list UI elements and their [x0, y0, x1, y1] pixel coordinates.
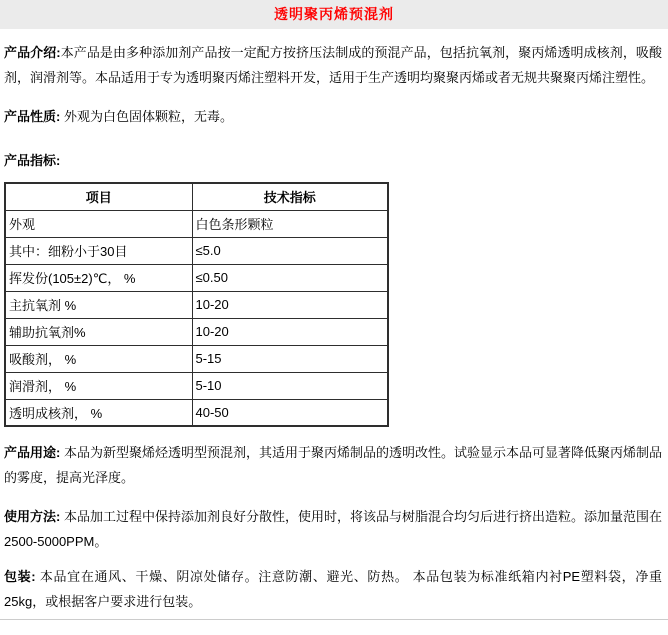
table-cell-item: 透明成核剂， % — [5, 399, 192, 426]
table-cell-item: 辅助抗氧剂% — [5, 318, 192, 345]
paragraph-product-intro — [4, 40, 662, 90]
usage-method-text: 本品加工过程中保持添加剂良好分散性，使用时，将该品与树脂混合均匀后进行挤出造粒。添加量范围在2500-5000PPM。 — [4, 509, 662, 549]
spec-table-header-row — [5, 183, 388, 210]
table-row — [5, 372, 388, 399]
page-title: 透明聚丙烯预混剂 — [274, 6, 394, 22]
table-cell-item: 润滑剂， % — [5, 372, 192, 399]
table-row — [5, 399, 388, 426]
table-cell-value: 10-20 — [192, 318, 388, 345]
paragraph-packaging — [4, 564, 662, 614]
table-cell-value: 5-10 — [192, 372, 388, 399]
table-cell-value: 40-50 — [192, 399, 388, 426]
table-row — [5, 264, 388, 291]
table-cell-item: 主抗氧剂 % — [5, 291, 192, 318]
paragraph-usage-method — [4, 504, 662, 554]
product-usage-label: 产品用途: — [4, 445, 61, 460]
packaging-text: 本品宜在通风、干燥、阴凉处储存。注意防潮、避光、防热。 本品包装为标准纸箱内衬PE塑料袋，净重25kg，或根据客户要求进行包装。 — [4, 569, 662, 609]
table-cell-item: 外观 — [5, 210, 192, 237]
table-row — [5, 210, 388, 237]
table-cell-value: 10-20 — [192, 291, 388, 318]
table-cell-value: 白色条形颗粒 — [192, 210, 388, 237]
product-intro-text: 本产品是由多种添加剂产品按一定配方按挤压法制成的预混产品，包括抗氧剂，聚丙烯透明成核剂，吸酸剂，润滑剂等。本品适用于专为透明聚丙烯注塑料开发，适用于生产透明均聚聚丙烯或者无规共聚聚丙烯注塑性。 — [4, 45, 662, 85]
table-cell-item: 挥发份(105±2)℃， % — [5, 264, 192, 291]
table-row — [5, 237, 388, 264]
product-indicators-heading: 产品指标: — [4, 153, 61, 168]
usage-method-label: 使用方法: — [4, 509, 61, 524]
bottom-divider — [0, 619, 668, 620]
table-row — [5, 345, 388, 372]
table-row — [5, 291, 388, 318]
table-row — [5, 318, 388, 345]
product-usage-text: 本品为新型聚烯烃透明型预混剂，其适用于聚丙烯制品的透明改性。试验显示本品可显著降低聚丙烯制品的雾度，提高光泽度。 — [4, 445, 662, 485]
spec-table-header-item: 项目 — [5, 183, 192, 210]
table-cell-value: 5-15 — [192, 345, 388, 372]
spec-table-header-value: 技术指标 — [192, 183, 388, 210]
table-cell-value: ≤0.50 — [192, 264, 388, 291]
paragraph-product-usage — [4, 440, 662, 490]
page-title-banner — [0, 0, 668, 29]
spec-table — [4, 182, 389, 427]
document-body — [0, 40, 668, 614]
table-cell-item: 吸酸剂， % — [5, 345, 192, 372]
product-properties-label: 产品性质: — [4, 109, 61, 124]
table-cell-value: ≤5.0 — [192, 237, 388, 264]
table-cell-item: 其中：细粉小于30目 — [5, 237, 192, 264]
product-intro-label: 产品介绍: — [4, 45, 61, 60]
packaging-label: 包装: — [4, 569, 36, 584]
paragraph-product-properties — [4, 104, 662, 129]
product-properties-text: 外观为白色固体颗粒，无毒。 — [60, 109, 233, 124]
